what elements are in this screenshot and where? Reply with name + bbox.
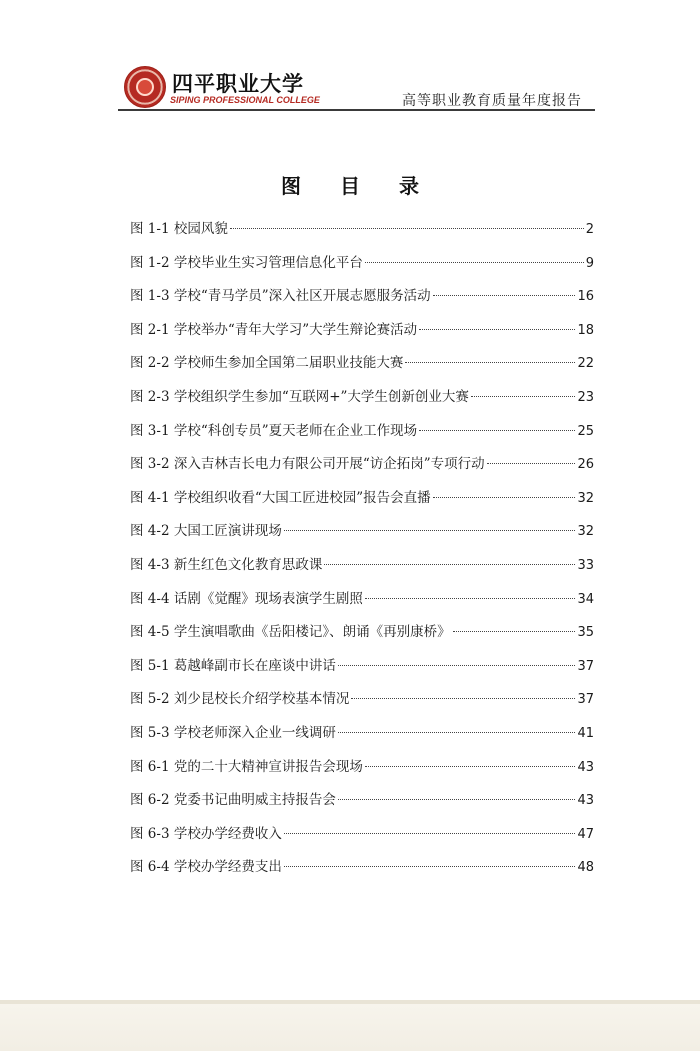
toc-entry-label: 图 1-2 学校毕业生实习管理信息化平台 — [130, 254, 363, 271]
toc-entry-page: 37 — [577, 658, 594, 674]
toc-entry[interactable] — [130, 247, 594, 281]
toc-entry-label: 图 5-2 刘少昆校长介绍学校基本情况 — [130, 691, 350, 708]
toc-entry[interactable] — [130, 381, 594, 415]
toc-entry[interactable] — [130, 347, 594, 381]
dot-leader — [338, 732, 576, 733]
dot-leader — [284, 530, 576, 531]
dot-leader — [453, 631, 576, 632]
toc-entry-page: 32 — [577, 524, 594, 540]
toc-entry-label: 图 4-2 大国工匠演讲现场 — [130, 523, 282, 540]
dot-leader — [365, 262, 584, 263]
toc-entry[interactable] — [130, 717, 594, 751]
toc-entry-label: 图 4-5 学生演唱歌曲《岳阳楼记》、朗诵《再别康桥》 — [130, 624, 451, 641]
school-name-en: SIPING PROFESSIONAL COLLEGE — [170, 95, 320, 105]
toc-entry[interactable] — [130, 314, 594, 348]
toc-entry-label: 图 4-1 学校组织收看“大国工匠进校园”报告会直播 — [130, 489, 431, 506]
toc-entry-label: 图 1-3 学校“青马学员”深入社区开展志愿服务活动 — [130, 288, 431, 305]
toc-entry[interactable] — [130, 213, 594, 247]
toc-entry-label: 图 2-1 学校举办“青年大学习”大学生辩论赛活动 — [130, 321, 418, 338]
toc-entry-page: 18 — [577, 322, 594, 338]
dot-leader — [338, 799, 576, 800]
toc-entry[interactable] — [130, 280, 594, 314]
toc-entry-page: 43 — [577, 759, 594, 775]
toc-entry-page: 32 — [577, 490, 594, 506]
dot-leader — [365, 766, 576, 767]
toc-entry[interactable] — [130, 482, 594, 516]
dot-leader — [324, 564, 575, 565]
toc-entry-page: 25 — [577, 423, 594, 439]
toc-entry-label: 图 1-1 校园风貌 — [130, 221, 228, 237]
report-title: 高等职业教育质量年度报告 — [402, 93, 582, 109]
toc-title: 图 目 录 — [281, 174, 435, 198]
toc-entry-page: 37 — [577, 692, 594, 708]
toc-entry-label: 图 6-4 学校办学经费支出 — [130, 859, 282, 876]
toc-entry[interactable] — [130, 515, 594, 549]
toc-entry-label: 图 6-2 党委书记曲明威主持报告会 — [130, 792, 336, 809]
toc-entry-page: 23 — [577, 389, 594, 405]
toc-entry[interactable] — [130, 818, 594, 852]
dot-leader — [338, 665, 576, 666]
toc-entry[interactable] — [130, 583, 594, 617]
toc-entry-label: 图 3-1 学校“科创专员”夏天老师在企业工作现场 — [130, 422, 418, 439]
toc-entry-label: 图 4-3 新生红色文化教育思政课 — [130, 556, 323, 573]
toc-entry-page: 22 — [577, 356, 594, 372]
dot-leader — [487, 463, 576, 464]
toc-entry-label: 图 6-1 党的二十大精神宣讲报告会现场 — [130, 758, 363, 775]
toc-entry[interactable] — [130, 784, 594, 818]
toc-entry-page: 47 — [577, 826, 594, 842]
toc-entry[interactable] — [130, 683, 594, 717]
dot-leader — [471, 396, 576, 397]
dot-leader — [419, 329, 575, 330]
toc-entry[interactable] — [130, 549, 594, 583]
toc-entry-page: 34 — [577, 591, 594, 607]
toc-entry-page: 2 — [585, 222, 594, 237]
toc-entry-label: 图 2-3 学校组织学生参加“互联网+”大学生创新创业大赛 — [130, 388, 469, 405]
toc-entry-label: 图 2-2 学校师生参加全国第二届职业技能大赛 — [130, 355, 404, 372]
toc-entry-page: 48 — [577, 860, 594, 876]
toc-entry-label: 图 3-2 深入吉林吉长电力有限公司开展“访企拓岗”专项行动 — [130, 456, 485, 473]
school-name-cn: 四平职业大学 — [172, 72, 304, 96]
dot-leader — [365, 598, 576, 599]
footer-band — [0, 1000, 700, 1051]
toc-entry-page: 33 — [577, 557, 594, 573]
toc-entry[interactable] — [130, 415, 594, 449]
dot-leader — [433, 497, 576, 498]
toc-entry[interactable] — [130, 616, 594, 650]
figure-index-list — [130, 213, 594, 885]
toc-entry[interactable] — [130, 650, 594, 684]
dot-leader — [284, 833, 576, 834]
dot-leader — [419, 430, 575, 431]
toc-entry-label: 图 5-3 学校老师深入企业一线调研 — [130, 724, 336, 741]
toc-entry-label: 图 4-4 话剧《觉醒》现场表演学生剧照 — [130, 590, 363, 607]
toc-entry-label: 图 6-3 学校办学经费收入 — [130, 825, 282, 842]
toc-entry-page: 41 — [577, 725, 594, 741]
dot-leader — [405, 362, 575, 363]
toc-entry-label: 图 5-1 葛越峰副市长在座谈中讲话 — [130, 657, 336, 674]
toc-entry-page: 43 — [577, 793, 594, 809]
dot-leader — [230, 228, 584, 229]
toc-entry-page: 16 — [577, 289, 594, 305]
page-header — [0, 0, 700, 112]
toc-entry[interactable] — [130, 751, 594, 785]
toc-entry[interactable] — [130, 448, 594, 482]
toc-entry-page: 35 — [577, 625, 594, 641]
toc-entry-page: 9 — [585, 255, 594, 271]
header-divider — [118, 109, 595, 111]
dot-leader — [433, 295, 576, 296]
dot-leader — [284, 866, 576, 867]
toc-entry[interactable] — [130, 851, 594, 885]
dot-leader — [351, 698, 575, 699]
toc-entry-page: 26 — [577, 457, 594, 473]
